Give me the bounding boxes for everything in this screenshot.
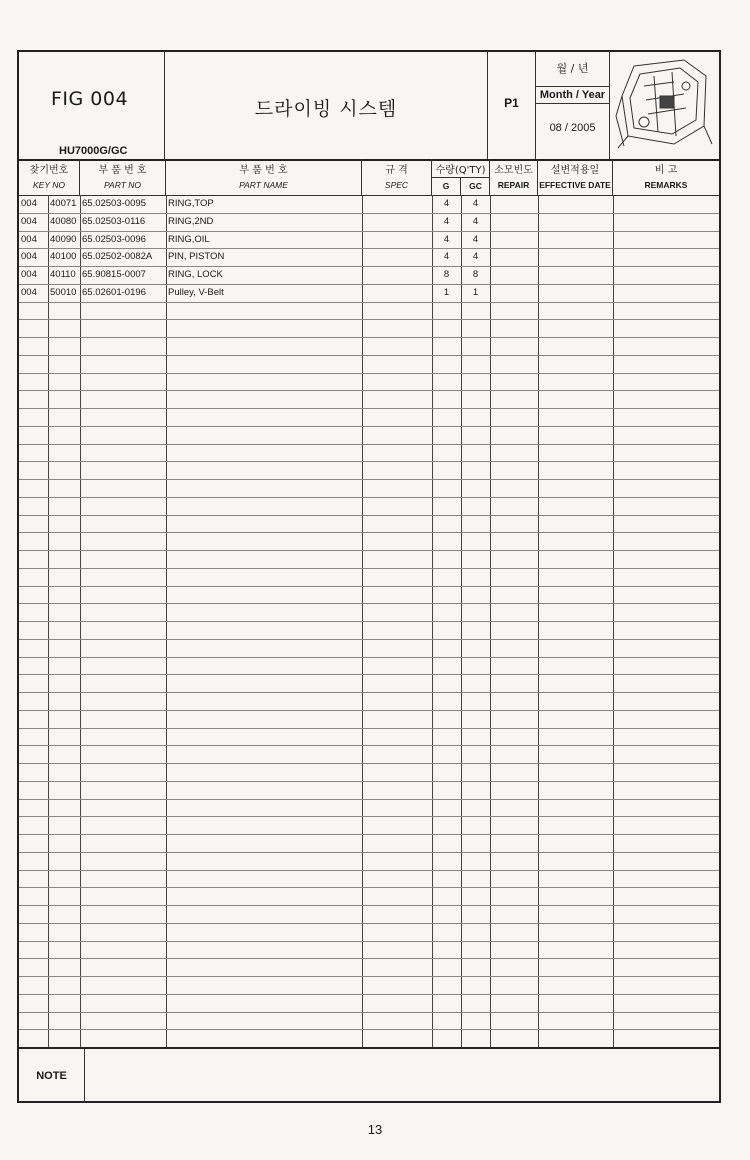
col-remarks-header — [613, 159, 719, 195]
col-effective-header — [538, 159, 613, 195]
row-divider — [19, 266, 719, 267]
row-divider — [19, 994, 719, 995]
part-no-cell: 65.02502-0082A — [82, 251, 153, 263]
col-repair-header — [490, 159, 538, 195]
row-divider — [19, 231, 719, 232]
part-no-cell: 65.02503-0116 — [82, 215, 146, 227]
row-divider — [19, 390, 719, 391]
row-divider — [19, 213, 719, 214]
row-divider — [19, 337, 719, 338]
qty-g-label: G — [442, 181, 450, 191]
remarks-label-kr: 비 고 — [654, 165, 678, 176]
fig-cell: 004 — [21, 233, 37, 245]
key-no-cell: 40080 — [50, 215, 77, 227]
engine-drawing-icon — [614, 56, 714, 152]
fig-cell: 004 — [21, 198, 37, 209]
key-no-cell: 40071 — [50, 198, 77, 209]
qty-gc-value: 4 — [472, 215, 479, 227]
qty-g-value: 4 — [443, 215, 450, 227]
row-divider — [19, 657, 719, 658]
qty-gc-label: GC — [469, 181, 482, 191]
part-no-cell: 65.02601-0196 — [82, 286, 146, 298]
part-name-label-kr: 부 품 번 호 — [239, 165, 288, 176]
part-no-cell: 65.02503-0096 — [82, 233, 146, 245]
row-divider — [19, 1012, 719, 1013]
fig-cell: 004 — [21, 286, 37, 298]
part-name-cell: RING,TOP — [168, 198, 214, 209]
repair-label-kr: 소모빈도 — [494, 165, 533, 176]
part-name-cell: PIN, PISTON — [168, 251, 225, 263]
row-divider — [19, 444, 719, 445]
part-name-cell: RING, LOCK — [168, 269, 223, 280]
row-divider — [19, 497, 719, 498]
row-divider — [19, 373, 719, 374]
row-divider — [19, 479, 719, 480]
row-divider — [19, 781, 719, 782]
qty-gc-cell — [461, 177, 490, 195]
parts-sheet — [17, 50, 721, 1103]
col-qty-header — [432, 159, 490, 195]
qty-gc-value: 4 — [472, 233, 479, 245]
qty-g-value: 1 — [443, 286, 450, 298]
qty-g-value: 8 — [443, 269, 450, 280]
qty-g-cell — [432, 177, 461, 195]
note-label: NOTE — [19, 1049, 85, 1103]
effective-label-kr: 설변적용일 — [550, 165, 600, 176]
part-name-cell: RING,OIL — [168, 233, 210, 245]
col-part-name-header — [166, 159, 362, 195]
row-divider — [19, 621, 719, 622]
page-number: 13 — [367, 1122, 383, 1137]
parts-table — [19, 195, 719, 1047]
row-divider — [19, 852, 719, 853]
row-divider — [19, 408, 719, 409]
row-divider — [19, 568, 719, 569]
row-divider — [19, 887, 719, 888]
row-divider — [19, 355, 719, 356]
fig-cell: 004 — [21, 251, 37, 263]
qty-gc-value: 4 — [472, 251, 479, 263]
row-divider — [19, 1029, 719, 1030]
page-code: P1 — [504, 96, 519, 110]
part-no-label-kr: 부 품 번 호 — [98, 165, 147, 176]
qty-gc-value: 1 — [472, 286, 479, 298]
part-name-cell: RING,2ND — [168, 215, 214, 227]
key-no-cell: 50010 — [50, 286, 77, 298]
sheet-header — [19, 52, 719, 161]
row-divider — [19, 515, 719, 516]
date-label-kr: 월 / 년 — [556, 62, 589, 75]
col-part-no-header — [80, 159, 166, 195]
row-divider — [19, 284, 719, 285]
page-code-box — [488, 52, 536, 159]
date-label-en: Month / Year — [536, 86, 609, 104]
part-name-label-en: PART NAME — [239, 180, 288, 190]
col-key-header — [19, 159, 80, 195]
row-divider — [19, 710, 719, 711]
qty-label-kr: 수량(Q'TY) — [435, 165, 486, 176]
remarks-label-en: REMARKS — [644, 180, 688, 190]
row-divider — [19, 799, 719, 800]
row-divider — [19, 426, 719, 427]
part-name-cell: Pulley, V-Belt — [168, 286, 224, 298]
row-divider — [19, 319, 719, 320]
row-divider — [19, 976, 719, 977]
row-divider — [19, 958, 719, 959]
row-divider — [19, 302, 719, 303]
page-title: 드라이빙 시스템 — [254, 98, 398, 120]
part-no-cell: 65.90815-0007 — [82, 269, 146, 280]
part-no-label-en: PART NO — [104, 180, 141, 190]
qty-gc-value: 4 — [472, 198, 479, 209]
row-divider — [19, 728, 719, 729]
column-headers — [19, 159, 719, 196]
date-value: 08 / 2005 — [549, 122, 596, 134]
row-divider — [19, 674, 719, 675]
row-divider — [19, 905, 719, 906]
date-box — [536, 52, 610, 159]
spec-label-en: SPEC — [384, 180, 409, 190]
qty-g-value: 4 — [443, 233, 450, 245]
row-divider — [19, 870, 719, 871]
key-no-cell: 40090 — [50, 233, 77, 245]
row-divider — [19, 586, 719, 587]
title-box — [165, 52, 488, 159]
row-divider — [19, 763, 719, 764]
qty-g-value: 4 — [443, 251, 450, 263]
note-area — [19, 1047, 719, 1103]
row-divider — [19, 923, 719, 924]
col-spec-header — [362, 159, 432, 195]
row-divider — [19, 834, 719, 835]
row-divider — [19, 692, 719, 693]
key-no-cell: 40110 — [50, 269, 76, 280]
row-divider — [19, 816, 719, 817]
row-divider — [19, 461, 719, 462]
thumbnail-box — [610, 52, 720, 159]
fig-cell: 004 — [21, 215, 37, 227]
qty-g-value: 4 — [443, 198, 450, 209]
spec-label-kr: 규 격 — [385, 165, 408, 176]
row-divider — [19, 941, 719, 942]
key-no-cell: 40100 — [50, 251, 77, 263]
figure-number: FIG 004 — [51, 88, 129, 110]
row-divider — [19, 532, 719, 533]
row-divider — [19, 248, 719, 249]
figure-box — [19, 52, 165, 159]
effective-label-en: EFFECTIVE DATE — [539, 180, 611, 190]
fig-cell: 004 — [21, 269, 37, 280]
row-divider — [19, 603, 719, 604]
row-divider — [19, 550, 719, 551]
repair-label-en: REPAIR — [497, 180, 530, 190]
qty-gc-value: 8 — [472, 269, 479, 280]
part-no-cell: 65.02503-0095 — [82, 198, 146, 209]
model-name: HU7000G/GC — [59, 145, 128, 157]
key-label-en: KEY NO — [33, 180, 65, 190]
row-divider — [19, 639, 719, 640]
row-divider — [19, 745, 719, 746]
key-label-kr: 찾기번호 — [29, 165, 69, 176]
